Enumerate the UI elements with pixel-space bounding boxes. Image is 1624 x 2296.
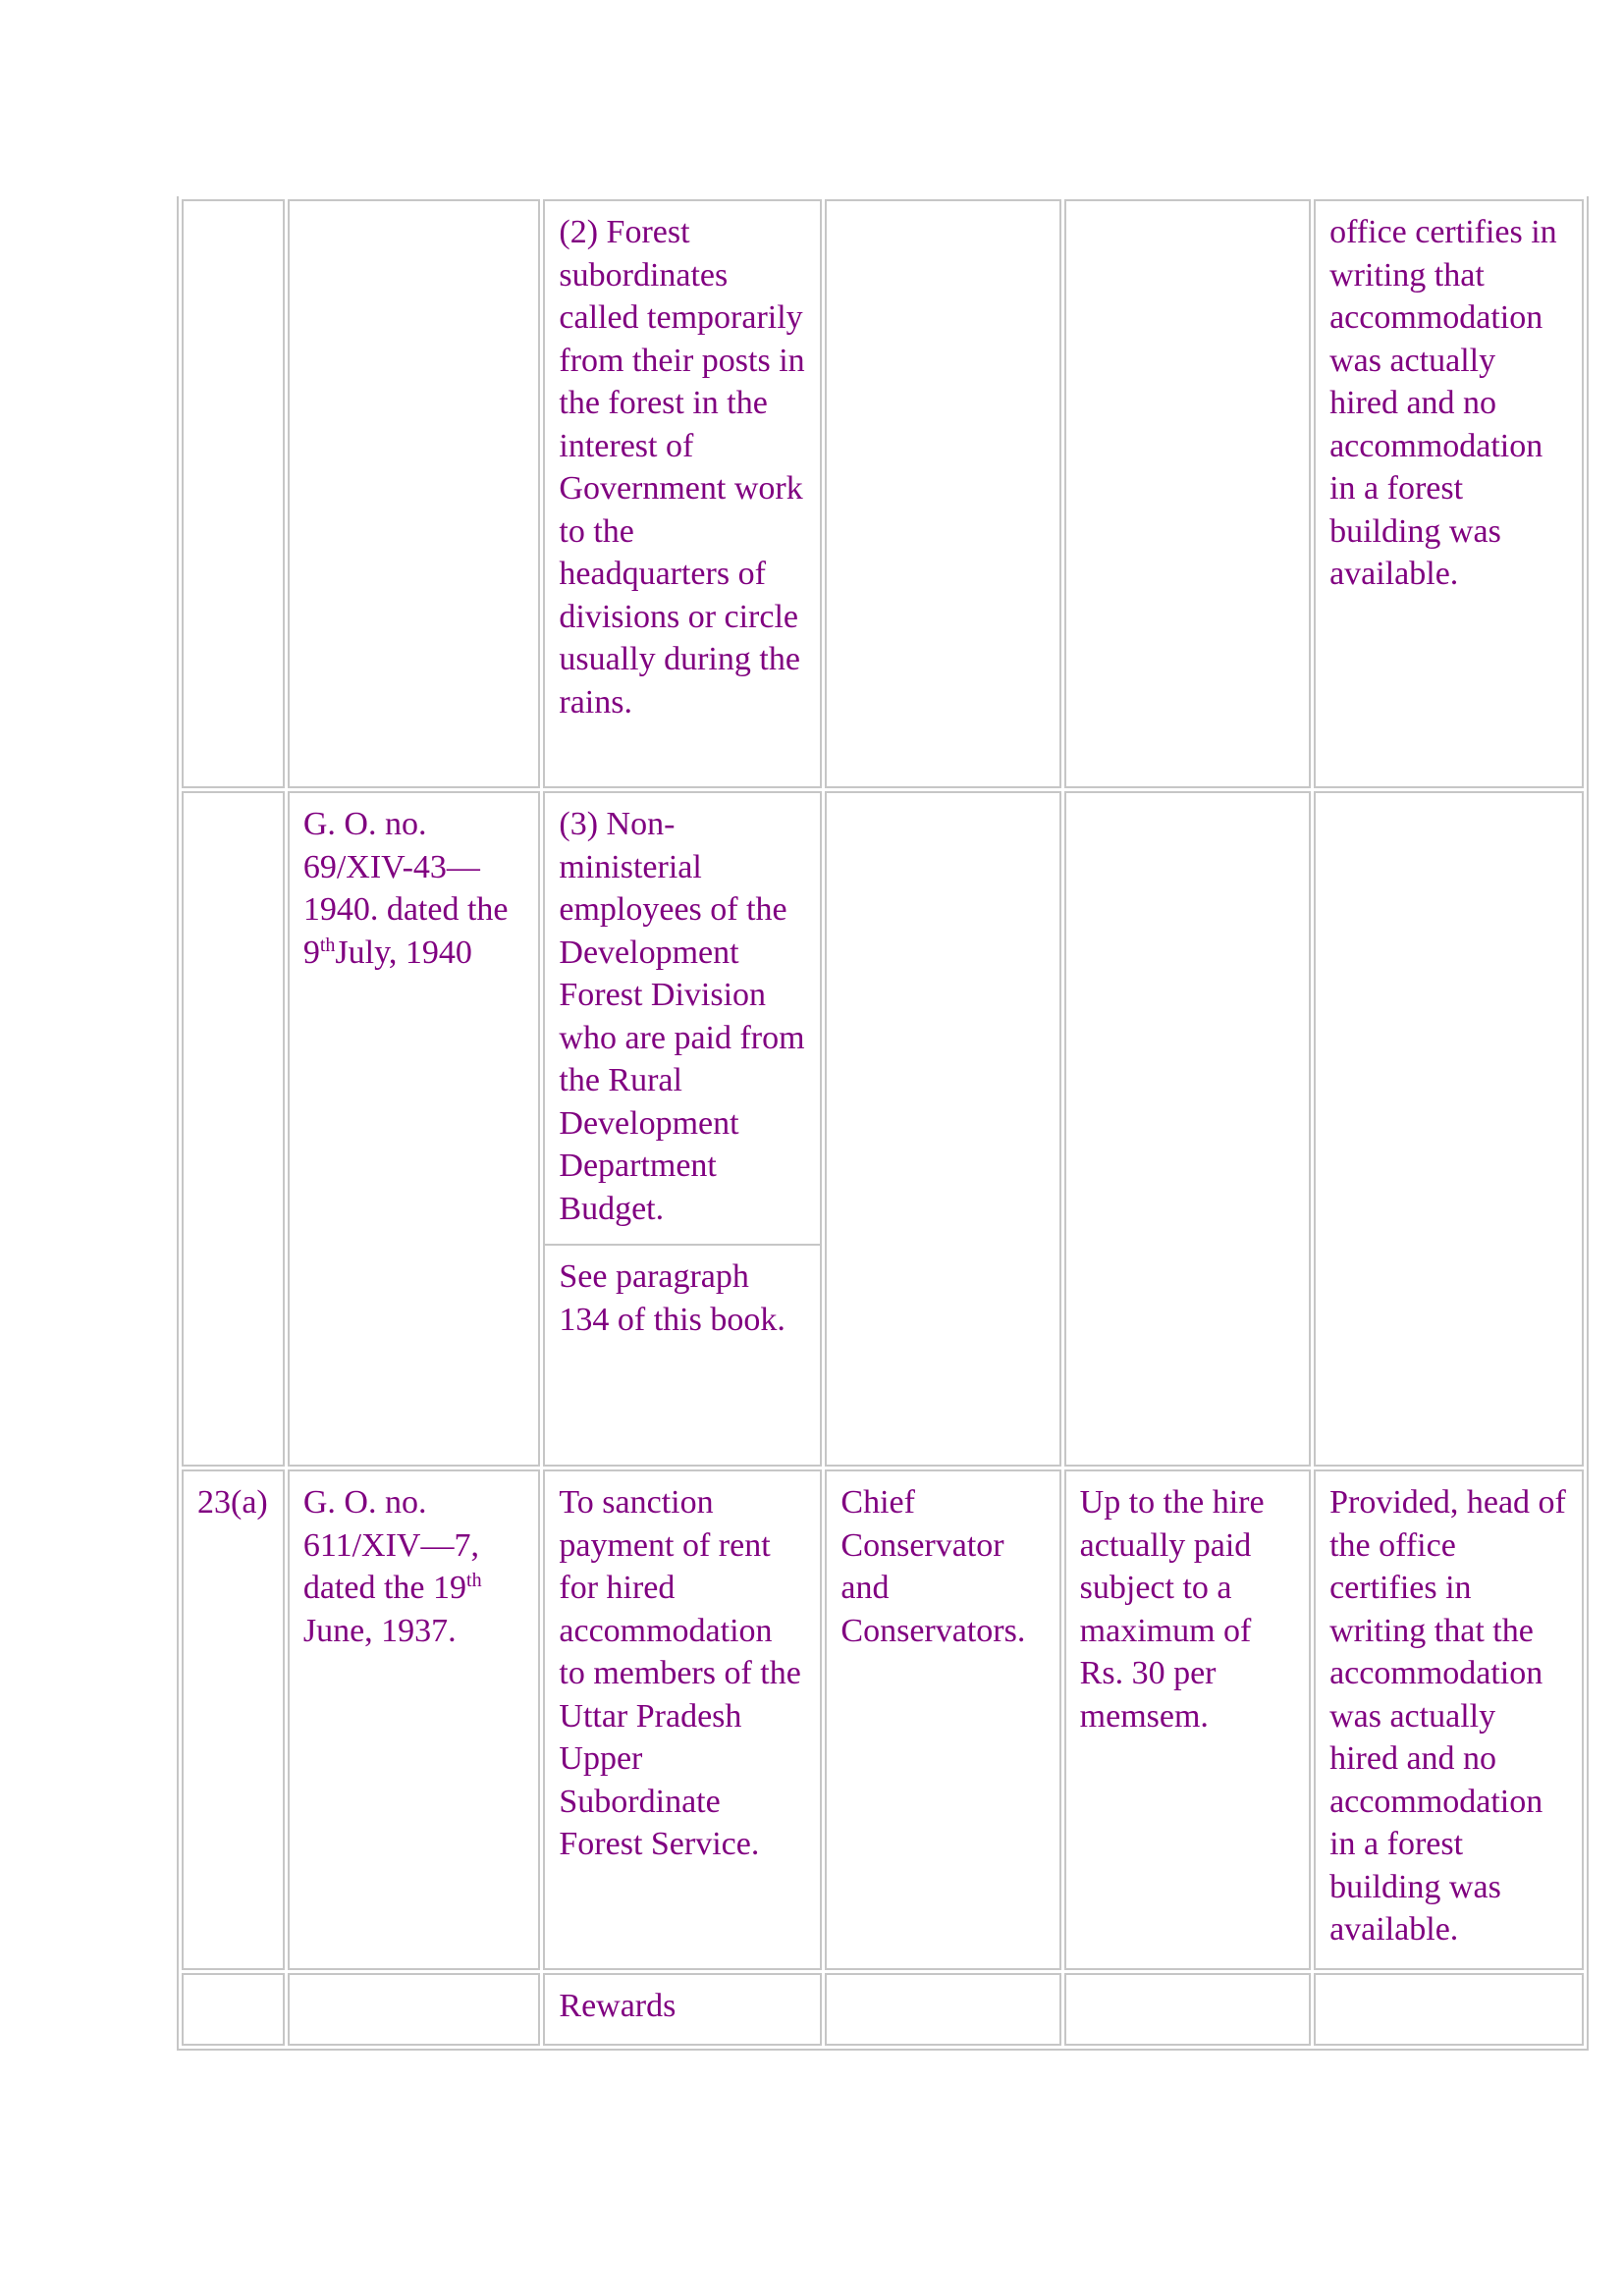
extent-cell: Up to the hire actually paid subject to a maximum of Rs. 30 per memsem. bbox=[1064, 1469, 1311, 1970]
description-subtable bbox=[545, 793, 820, 1355]
authority-cell: Chief Conservator and Conservators. bbox=[825, 1469, 1060, 1970]
go-reference-cell bbox=[288, 1973, 541, 2046]
remarks-cell: office certifies in writing that accommodation was actually hired and no accommodation in a forest building was available. bbox=[1314, 199, 1584, 788]
extent-cell bbox=[1064, 1973, 1311, 2046]
go-reference-cell bbox=[288, 1469, 541, 1970]
ordinal-suffix: th bbox=[466, 1570, 482, 1591]
description-cell: (2) Forest subordinates called temporarily from their posts in the forest in the interest of Government work to the headquarters of divisions or circle usually during the rains. bbox=[543, 199, 822, 788]
authority-cell bbox=[825, 199, 1060, 788]
description-text: (3) Non-ministerial employees of the Development Forest Division who are paid from the Rural Development Department Budget. bbox=[559, 806, 805, 1227]
serial-cell: 23(a) bbox=[182, 1469, 285, 1970]
go-reference-cell bbox=[288, 199, 541, 788]
section-heading-cell: Rewards bbox=[543, 1973, 822, 2046]
serial-cell bbox=[182, 1973, 285, 2046]
sanction-table bbox=[177, 196, 1589, 2051]
go-reference-text: G. O. no. 69/XIV-43—1940. dated the 9 bbox=[302, 806, 509, 971]
table-row bbox=[182, 199, 1584, 788]
table-row bbox=[182, 1469, 1584, 1970]
authority-cell bbox=[825, 791, 1060, 1467]
authority-cell bbox=[825, 1973, 1060, 2046]
table-row bbox=[182, 1973, 1584, 2046]
description-cell bbox=[543, 791, 822, 1467]
serial-cell bbox=[182, 199, 285, 788]
go-reference-text: June, 1937. bbox=[302, 1612, 457, 1649]
go-reference-cell bbox=[288, 791, 541, 1467]
remarks-cell bbox=[1314, 1973, 1584, 2046]
cross-reference-text: See paragraph 134 of this book. bbox=[545, 1245, 820, 1355]
extent-cell bbox=[1064, 791, 1311, 1467]
extent-cell bbox=[1064, 199, 1311, 788]
remarks-cell: Provided, head of the office certifies in writing that the accommodation was actually hired and no accommodation in a forest building was available. bbox=[1314, 1469, 1584, 1970]
description-cell: To sanction payment of rent for hired accommodation to members of the Uttar Pradesh Upper Subordinate Forest Service. bbox=[543, 1469, 822, 1970]
go-reference-text: G. O. no. 611/XIV—7, dated the 19 bbox=[302, 1484, 479, 1606]
serial-cell bbox=[182, 791, 285, 1467]
go-reference-text: July, 1940 bbox=[335, 934, 472, 971]
table-row bbox=[182, 791, 1584, 1467]
ordinal-suffix: th bbox=[319, 934, 336, 956]
remarks-cell bbox=[1314, 791, 1584, 1467]
